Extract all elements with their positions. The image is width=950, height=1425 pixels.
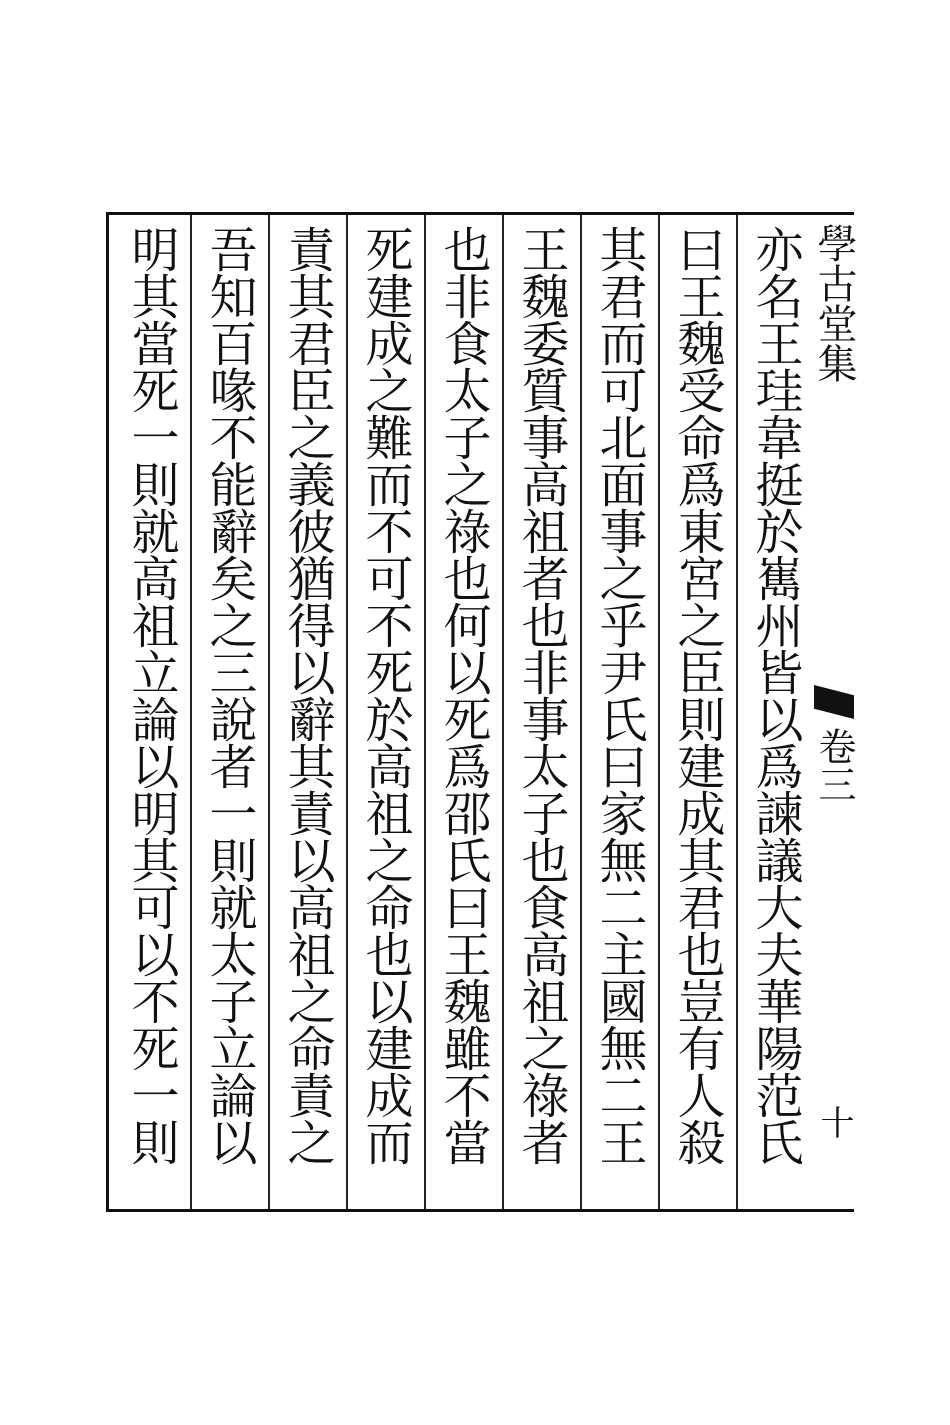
text-column-3: 其君而可北面事之乎尹氏曰家無二主國無二王 [580, 215, 658, 1209]
folio-number: 十 [814, 1105, 854, 1139]
text-column-1: 亦名王珪韋挺於嶲州皆以爲諫議大夫華陽范氏 [736, 215, 814, 1209]
text-column-9: 明其當死一則就高祖立論以明其可以不死一則 [123, 225, 179, 1165]
volume-label: 卷三 [812, 727, 856, 803]
text-column-4: 王魏委質事高祖者也非事太子也食高祖之祿者 [502, 215, 580, 1209]
text-column-2: 曰王魏受命爲東宮之臣則建成其君也豈有人殺 [658, 215, 736, 1209]
text-column-7: 責其君臣之義彼猶得以辭其責以高祖之命責之 [268, 215, 346, 1209]
text-column-6: 死建成之難而不可不死於高祖之命也以建成而 [346, 215, 424, 1209]
text-frame [106, 212, 814, 1212]
book-title: 學古堂集 [811, 223, 857, 383]
text-columns [109, 215, 814, 1209]
text-column-8: 吾知百喙不能辭矣之三說者一則就太子立論以 [190, 215, 268, 1209]
fishtail-mark-icon [814, 685, 854, 719]
margin-strip [811, 212, 857, 1212]
text-column-5: 也非食太子之祿也何以死爲邵氏曰王魏雖不當 [424, 215, 502, 1209]
